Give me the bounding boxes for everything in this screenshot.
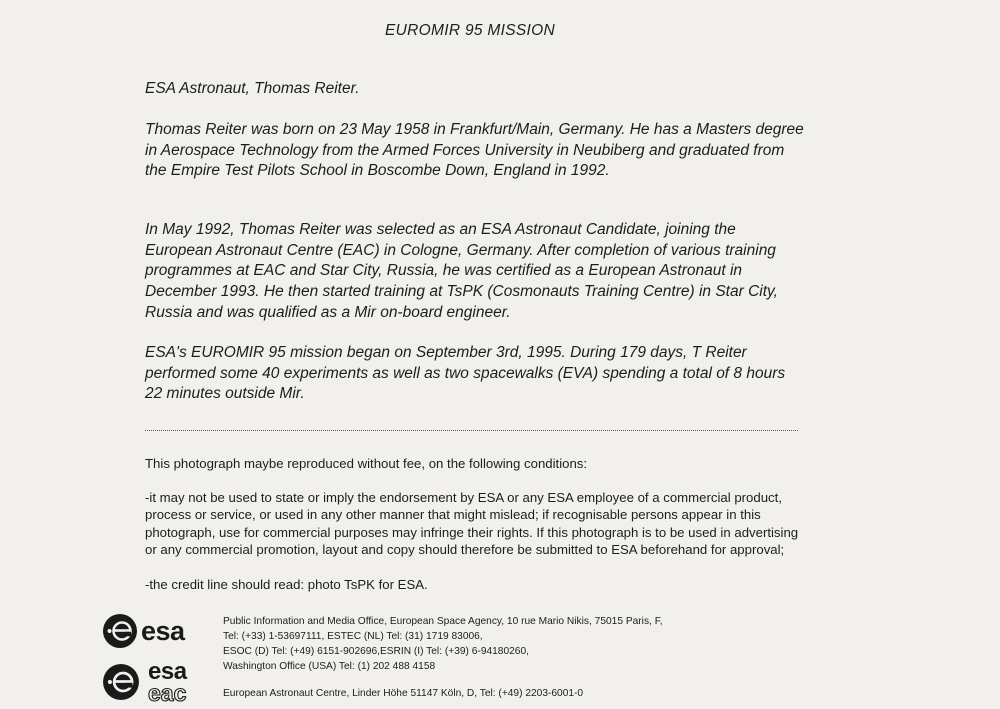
bio-paragraph-selection: In May 1992, Thomas Reiter was selected as an ESA Astronaut Candidate, joining the European Astronaut Centre (EAC) in Cologne, Germany. After completion of various training programmes at EAC and Star City, Russia, he was certified as a European Astronaut in December 1993. He then started training at TsPK (Cosmonauts Training Centre) in Star City, Russia and was qualified as a Mir on-board engineer. [145,221,778,321]
contact-eac-address: European Astronaut Centre, Linder Höhe 51147 Köln, D, Tel: (+49) 2203-6001-0 [223,688,584,699]
contact-line-estec: Tel: (+33) 1-53697111, ESTEC (NL) Tel: (31) 1719 83006, [223,631,483,642]
bio-heading: ESA Astronaut, Thomas Reiter. [145,80,360,97]
esa-logo [102,611,212,651]
contact-line-washington: Washington Office (USA) Tel: (1) 202 488 4158 [223,661,436,672]
contact-line-paris: Public Information and Media Office, European Space Agency, 10 rue Mario Nikis, 75015 Paris, F, [223,616,663,627]
bio-paragraph-birth: Thomas Reiter was born on 23 May 1958 in Frankfurt/Main, Germany. He has a Masters degree in Aerospace Technology from the Armed Forces University in Neubiberg and graduated from the Empire Test Pilots School in Boscombe Down, England in 1992. [145,121,804,180]
contact-line-esoc: ESOC (D) Tel: (+49) 6151-902696,ESRIN (I) Tel: (+39) 6-94180260, [223,646,529,657]
page-title: EUROMIR 95 MISSION [385,22,555,39]
terms-intro: This photograph maybe reproduced without fee, on the following conditions: [145,456,588,471]
esa-eac-logo [102,657,212,705]
terms-condition-endorsement: -it may not be used to state or imply the endorsement by ESA or any ESA employee of a commercial product, process or service, or used in any other manner that might mislead; if recognisable persons appear in this photograph, use for commercial purposes may infringe their rights. If this photograph is to be used in advertising or any commercial promotion, layout and copy should therefore be submitted to ESA beforehand for approval; [145,490,799,558]
terms-condition-credit: -the credit line should read: photo TsPK for ESA. [145,577,428,592]
bio-paragraph-mission: ESA's EUROMIR 95 mission began on September 3rd, 1995. During 179 days, T Reiter performed some 40 experiments as well as two spacewalks (EVA) spending a total of 8 hours 22 minutes outside Mir. [145,344,786,403]
contact-block [223,614,663,674]
esa-emblem-icon [102,613,138,649]
esa-wordmark: esa [141,616,185,646]
esa-wordmark-eac: esa [148,658,187,685]
eac-wordmark: eac [148,680,187,706]
eac-emblem-icon [102,663,140,701]
dotted-divider [145,430,798,431]
